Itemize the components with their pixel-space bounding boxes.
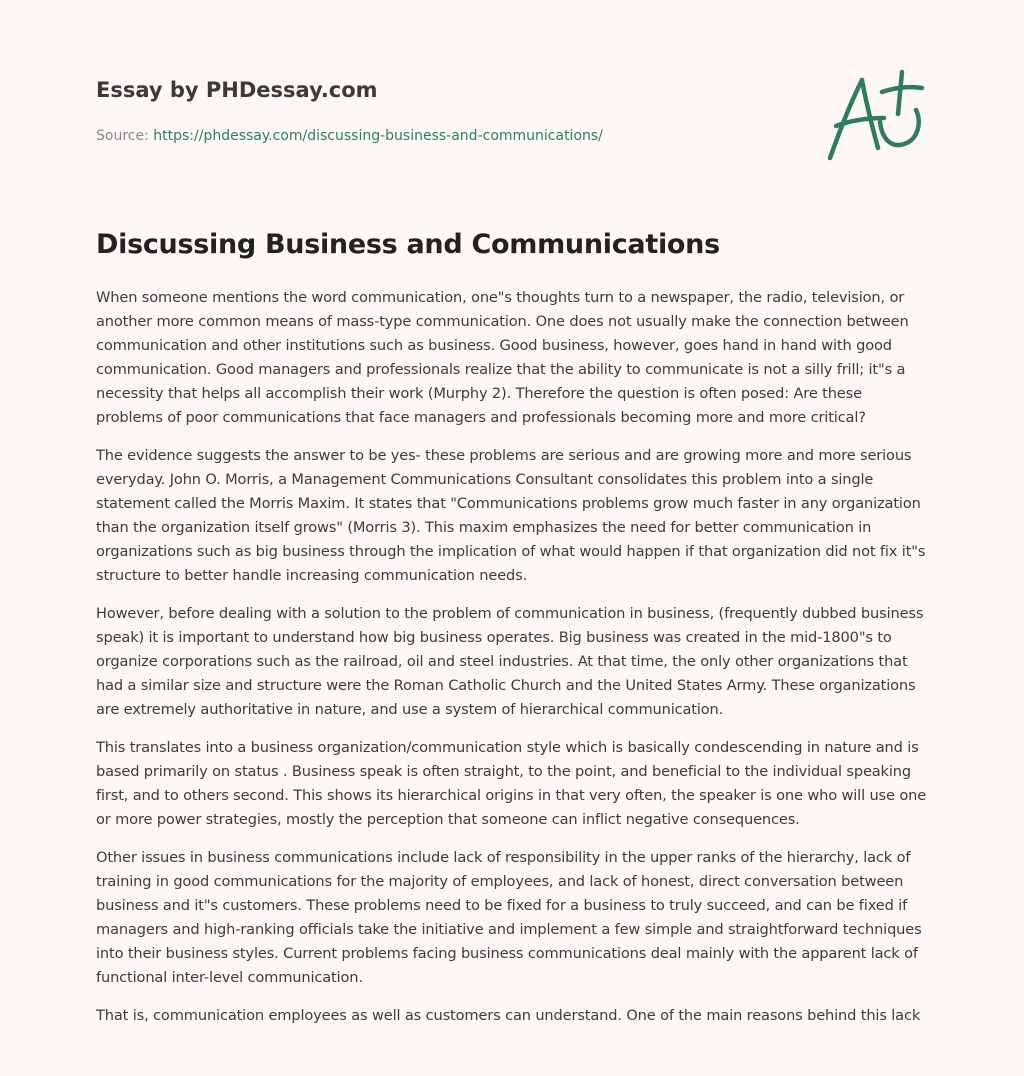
- essay-paragraph: Other issues in business communications include lack of responsibility in the upper ranks of the hierarchy, lack of training in good communications for the majority of employees, and lack of honest, direct conversation between business and it"s customers. These problems need to be fixed for a business to truly succeed, and can be fixed if managers and high-ranking officials take the initiative and implement a few simple and straightforward techniques into their business styles. Current problems facing business communications deal mainly with the apparent lack of functional inter-level communication.: [96, 849, 922, 986]
- essay-paragraph: The evidence suggests the answer to be yes- these problems are serious and are growing more and more serious everyday. John O. Morris, a Management Communications Consultant consolidates this problem into a single statement called the Morris Maxim. It states that "Communications problems grow much faster in any organization than the organization itself grows" (Morris 3). This maxim emphasizes the need for better communication in organizations such as big business through the implication of what would happen if that organization did not fix it"s structure to better handle increasing communication needs.: [96, 447, 926, 584]
- essay-body: [96, 286, 932, 1042]
- essay-paragraph: When someone mentions the word communication, one"s thoughts turn to a newspaper, the radio, television, or another more common means of mass-type communication. One does not usually make the connection between communication and other institutions such as business. Good business, however, goes hand in hand with good communication. Good managers and professionals realize that the ability to communicate is not a silly frill; it"s a necessity that helps all accomplish their work (Murphy 2). Therefore the question is often posed: Are these problems of poor communications that face managers and professionals becoming more and more critical?: [96, 289, 909, 426]
- source-link[interactable]: https://phdessay.com/discussing-business-and-communications/: [153, 128, 603, 144]
- essay-paragraph: That is, communication employees as well as customers can understand. One of the main reasons behind this lack: [96, 1007, 921, 1024]
- essay-title: Discussing Business and Communications: [96, 229, 720, 260]
- essay-paragraph: However, before dealing with a solution to the problem of communication in business, (frequently dubbed business speak) it is important to understand how big business operates. Big business was created in the mid-1800"s to organize corporations such as the railroad, oil and steel industries. At that time, the only other organizations that had a similar size and structure were the Roman Catholic Church and the United States Army. These organizations are extremely authoritative in nature, and use a system of hierarchical communication.: [96, 605, 924, 718]
- a-plus-grade-logo-icon: [822, 68, 928, 164]
- source-line: [96, 126, 796, 146]
- site-title: Essay by PHDessay.com: [96, 78, 378, 102]
- page-header: [96, 76, 796, 146]
- source-label: Source:: [96, 128, 154, 144]
- essay-paragraph: This translates into a business organization/communication style which is basically condescending in nature and is based primarily on status . Business speak is often straight, to the point, and beneficial to the individual speaking first, and to others second. This shows its hierarchical origins in that very often, the speaker is one who will use one or more power strategies, mostly the perception that someone can inflict negative consequences.: [96, 739, 927, 828]
